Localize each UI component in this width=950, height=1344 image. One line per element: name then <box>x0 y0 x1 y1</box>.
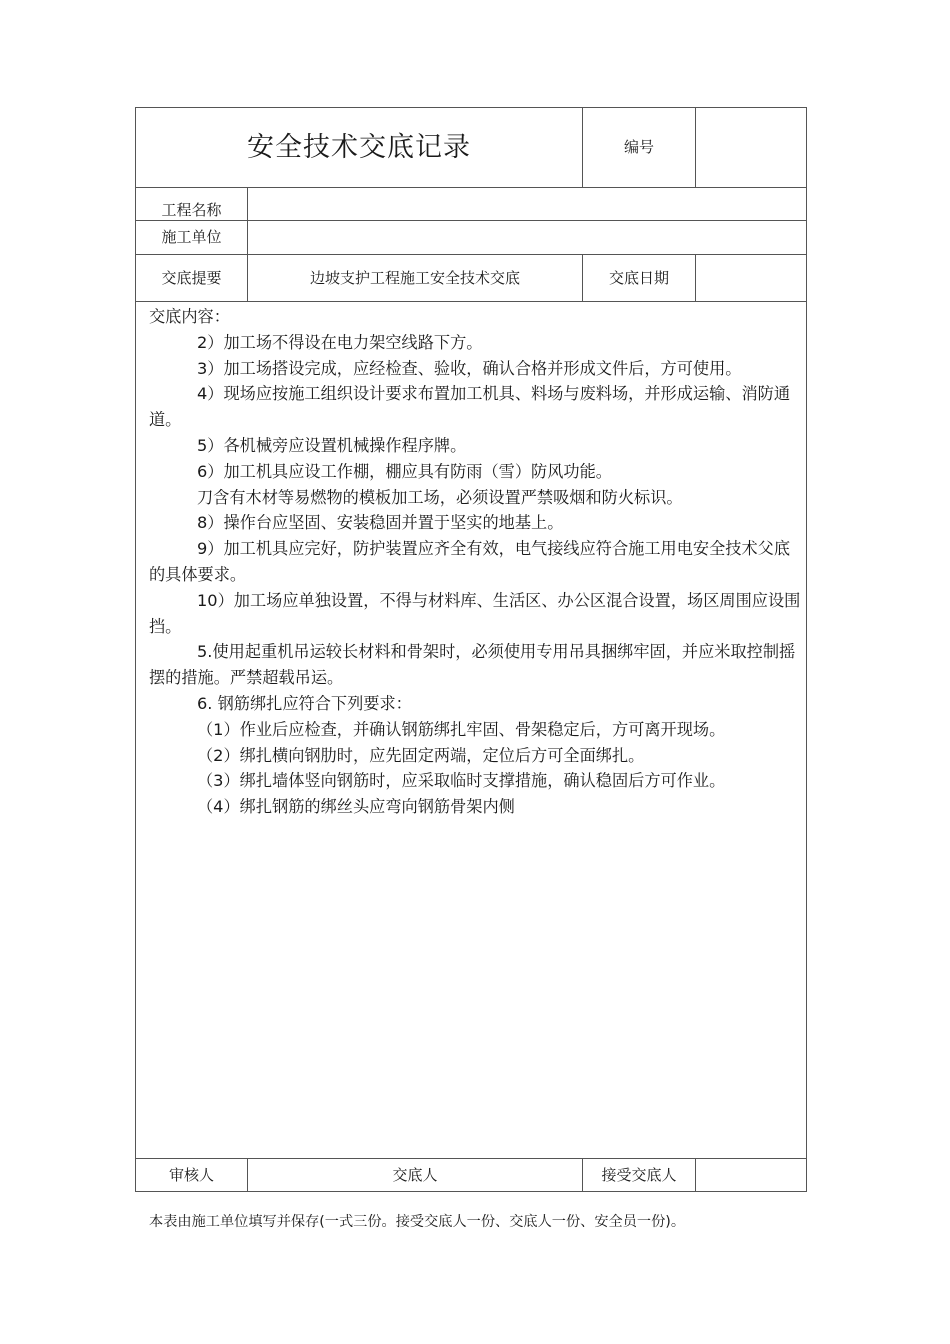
page-title: 安全技术交底记录 <box>247 132 471 163</box>
construction-unit-field[interactable] <box>248 221 806 254</box>
construction-unit-label: 施工单位 <box>161 228 222 246</box>
summary-label: 交底提要 <box>161 268 222 287</box>
content-heading: 交底内容： <box>149 307 230 326</box>
content-item: 6. 钢筋绑扎应符合下列要求： <box>197 693 412 713</box>
footnote: 本表由施工单位填写并保存(一式三份。接受交底人一份、交底人一份、安全员一份)。 <box>149 1214 686 1230</box>
project-name-label: 工程名称 <box>161 200 222 219</box>
project-name-field[interactable] <box>248 188 806 220</box>
content-item: 5）各机械旁应设置机械操作程序牌。 <box>197 435 467 455</box>
content-item: 9）加工机具应完好，防护装置应齐全有效，电气接线应符合施工用电安全技术父底的具体要求。 <box>149 539 791 584</box>
summary-value: 边坡支护工程施工安全技术交底 <box>309 268 520 287</box>
date-field[interactable] <box>696 255 806 301</box>
content-item: 刀含有木材等易燃物的模板加工场，必须设置严禁吸烟和防火标识。 <box>197 487 683 507</box>
content-subitem: （4）绑扎钢筋的绑丝头应弯向钢筋骨架内侧 <box>197 797 515 817</box>
content-item: 4）现场应按施工组织设计要求布置加工机具、料场与废料场，并形成运输、消防通道。 <box>149 384 791 430</box>
date-label: 交底日期 <box>608 268 669 287</box>
content-subitem: （2）绑扎横向钢肋时，应先固定两端，定位后方可全面绑扎。 <box>197 745 645 765</box>
content-subitem: （3）绑扎墙体竖向钢筋时，应采取临时支撑措施，确认稳固后方可作业。 <box>197 771 726 791</box>
content-item: 10）加工场应单独设置，不得与材料库、生活区、办公区混合设置，场区周围应设围挡。 <box>149 590 801 636</box>
disclosure-content <box>149 304 805 820</box>
content-item: 2）加工场不得设在电力架空线路下方。 <box>197 332 483 352</box>
receiver-signature-field[interactable] <box>696 1159 806 1192</box>
content-item: 5.使用起重机吊运较长材料和骨架时，必须使用专用吊具捆绑牢固，并应米取控制摇摆的措施。严禁超载吊运。 <box>149 642 796 688</box>
receiver-label: 接受交底人 <box>601 1166 677 1184</box>
content-item: 3）加工场搭设完成，应经检查、验收，确认合格并形成文件后，方可使用。 <box>197 358 742 378</box>
reviewer-label: 审核人 <box>168 1166 214 1184</box>
discloser-label: 交底人 <box>392 1166 438 1184</box>
number-field[interactable] <box>696 108 806 187</box>
number-label: 编号 <box>623 138 654 156</box>
content-item: 8）操作台应坚固、安装稳固并置于坚实的地基上。 <box>197 513 564 533</box>
content-subitem: （1）作业后应检查，并确认钢筋绑扎牢固、骨架稳定后，方可离开现场。 <box>197 719 726 739</box>
row-divider <box>135 301 807 302</box>
content-item: 6）加工机具应设工作棚，棚应具有防雨（雪）防风功能。 <box>197 461 612 481</box>
